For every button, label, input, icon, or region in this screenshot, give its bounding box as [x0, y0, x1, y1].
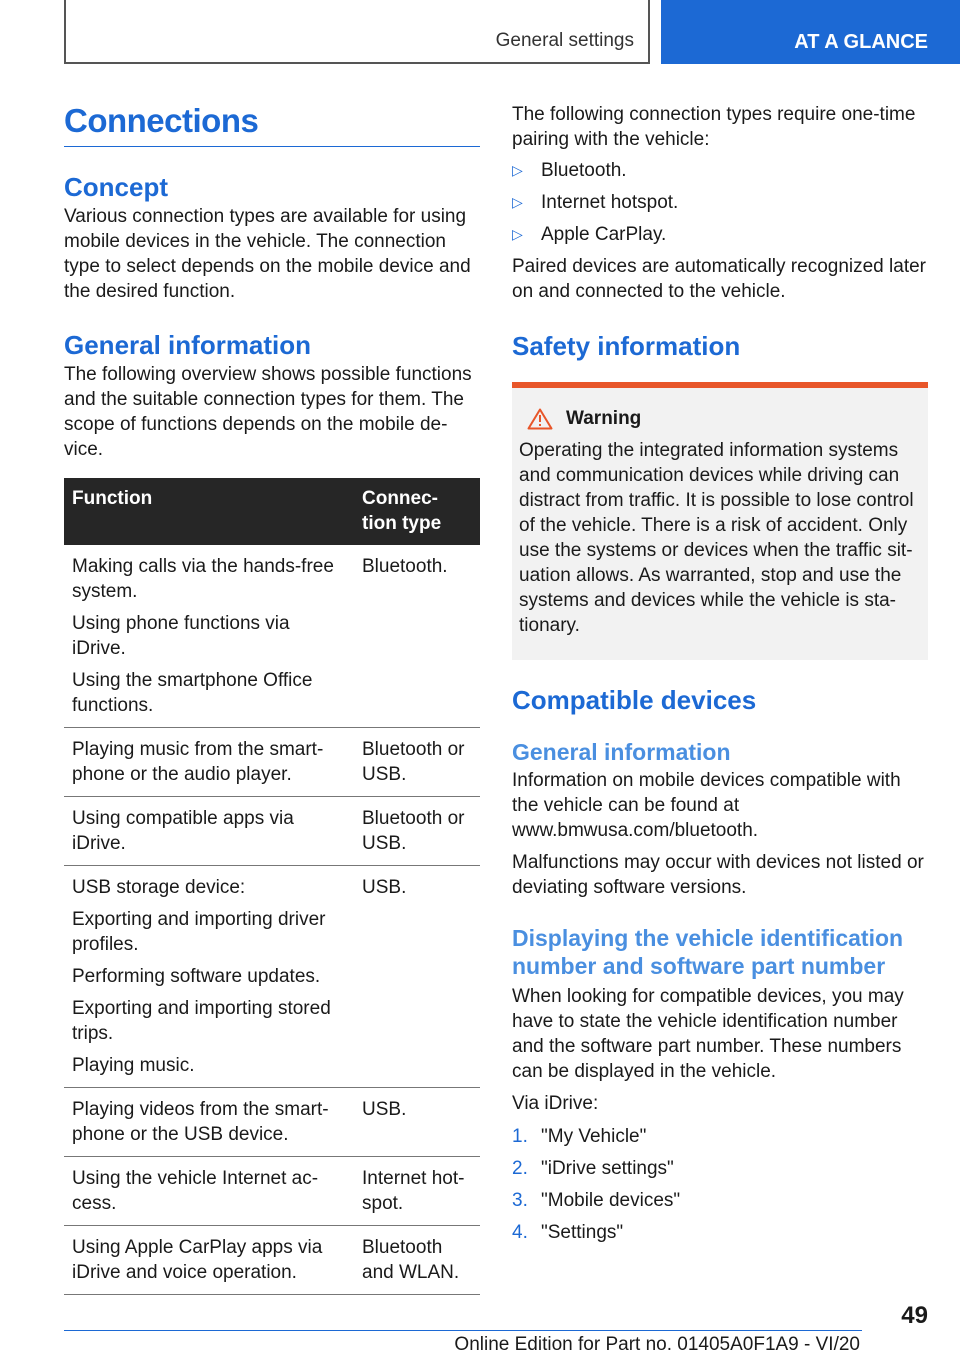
compat-general-heading: General information	[512, 739, 731, 765]
triangle-bullet-icon: ▷	[512, 226, 523, 242]
list-item-text: Apple CarPlay.	[541, 224, 667, 245]
warning-title-row	[519, 408, 918, 430]
list-item	[512, 222, 928, 247]
compat-text-1: Information on mobile devices compatible with the vehicle can be found at www.bmwusa.com/bluetooth.	[512, 770, 901, 841]
right-column	[512, 102, 928, 1252]
warning-box	[512, 382, 928, 660]
warning-title: Warning	[566, 408, 642, 429]
footer-divider	[64, 1330, 862, 1331]
table-header-row	[64, 478, 480, 545]
table-cell-connection: Bluetooth or USB.	[354, 728, 480, 797]
vin-text: When looking for compatible devices, you may have to state the vehicle identification number and the software part number. These numbers can be displayed in the vehicle.	[512, 986, 904, 1082]
idrive-steps	[512, 1124, 928, 1245]
triangle-bullet-icon: ▷	[512, 162, 523, 178]
warning-triangle-icon	[527, 408, 553, 430]
compat-text-2: Malfunctions may occur with devices not listed or deviating software versions.	[512, 852, 924, 898]
function-line: Playing videos from the smart-phone or the USB device.	[72, 1099, 329, 1145]
list-item	[512, 1156, 928, 1181]
pairing-intro: The following connection types require one-time pairing with the vehicle:	[512, 104, 916, 150]
list-item	[512, 190, 928, 215]
step-text: "Settings"	[541, 1222, 624, 1243]
table-cell-function	[64, 728, 354, 797]
paired-devices-text: Paired devices are automatically recognized later on and connected to the vehicle.	[512, 256, 926, 302]
table-cell-connection: Bluetooth or USB.	[354, 797, 480, 866]
table-cell-connection: USB.	[354, 866, 480, 1088]
list-item	[512, 1188, 928, 1213]
general-info-heading: General information	[64, 330, 312, 360]
step-number: 4.	[512, 1222, 528, 1243]
table-cell-function	[64, 1088, 354, 1157]
function-line: Exporting and importing driver profiles.	[72, 909, 326, 955]
function-line: Using compatible apps via iDrive.	[72, 808, 294, 854]
pairing-list	[512, 158, 928, 247]
list-item-text: Internet hotspot.	[541, 192, 679, 213]
header-section-box	[64, 0, 650, 64]
list-item	[512, 158, 928, 183]
function-line: Using Apple CarPlay apps via iDrive and voice operation.	[72, 1237, 323, 1283]
function-line: USB storage device:	[72, 877, 246, 898]
header-chapter-tab[interactable]	[661, 0, 960, 64]
left-column	[64, 102, 480, 1295]
list-item	[512, 1220, 928, 1245]
via-idrive-label: Via iDrive:	[512, 1093, 599, 1114]
step-text: "iDrive settings"	[541, 1158, 674, 1179]
step-number: 3.	[512, 1190, 528, 1211]
table-cell-connection: Internet hot-spot.	[354, 1157, 480, 1226]
step-number: 1.	[512, 1126, 528, 1147]
function-line: Using the vehicle Internet ac-cess.	[72, 1168, 319, 1214]
function-line: Playing music.	[72, 1055, 195, 1076]
table-cell-connection: Bluetooth.	[354, 545, 480, 728]
page-number: 49	[901, 1302, 928, 1329]
table-header-connection: Connec-tion type	[354, 478, 480, 545]
function-line: Making calls via the hands-free system.	[72, 556, 334, 602]
warning-text: Operating the integrated information systems and communication devices while driving can distract from traffic. It is possible to lose control of the vehicle. There is a risk of accident. Only use the systems or devices when the traffic sit-uation allows. As warranted, stop and use the systems and devices while the vehicle is sta-tionary.	[519, 440, 914, 636]
header-section-title: General settings	[495, 30, 634, 51]
step-number: 2.	[512, 1158, 528, 1179]
step-text: "Mobile devices"	[541, 1190, 681, 1211]
concept-text: Various connection types are available for using mobile devices in the vehicle. The connection type to select depends on the mobile device and the desired function.	[64, 206, 471, 302]
triangle-bullet-icon: ▷	[512, 194, 523, 210]
general-info-text: The following overview shows possible functions and the suitable connection types for them. The scope of functions depends on the mobile de-vice.	[64, 364, 472, 460]
connection-table	[64, 478, 480, 1295]
function-line: Playing music from the smart-phone or the audio player.	[72, 739, 324, 785]
table-cell-connection: USB.	[354, 1088, 480, 1157]
table-cell-connection: Bluetooth and WLAN.	[354, 1226, 480, 1295]
table-cell-function	[64, 797, 354, 866]
table-row	[64, 1088, 480, 1157]
list-item-text: Bluetooth.	[541, 160, 627, 181]
list-item	[512, 1124, 928, 1149]
function-line: Using phone functions via iDrive.	[72, 613, 290, 659]
table-cell-function	[64, 545, 354, 728]
table-row	[64, 545, 480, 728]
page-title: Connections	[64, 102, 480, 147]
table-row	[64, 1226, 480, 1295]
step-text: "My Vehicle"	[541, 1126, 647, 1147]
concept-heading: Concept	[64, 172, 168, 202]
function-line: Performing software updates.	[72, 966, 321, 987]
footer-edition: Online Edition for Part no. 01405A0F1A9 - VI/20	[454, 1334, 860, 1355]
table-cell-function	[64, 1226, 354, 1295]
table-cell-function	[64, 866, 354, 1088]
table-row	[64, 866, 480, 1088]
safety-heading: Safety information	[512, 331, 741, 361]
function-line: Using the smartphone Office functions.	[72, 670, 313, 716]
function-line: Exporting and importing stored trips.	[72, 998, 331, 1044]
vin-heading: Displaying the vehicle identification number and software part number	[512, 925, 904, 979]
header-chapter-title: AT A GLANCE	[794, 31, 928, 53]
table-cell-function	[64, 1157, 354, 1226]
table-row	[64, 728, 480, 797]
compatible-devices-heading: Compatible devices	[512, 685, 757, 715]
table-header-function: Function	[64, 478, 354, 545]
table-row	[64, 797, 480, 866]
table-row	[64, 1157, 480, 1226]
